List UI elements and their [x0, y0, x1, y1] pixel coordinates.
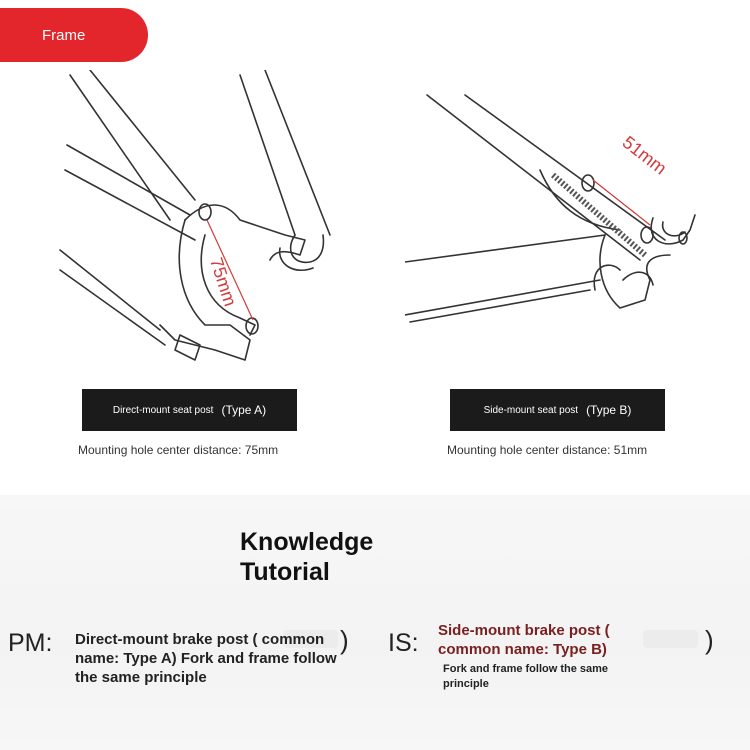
direct-mount-title: Direct-mount seat post	[112, 404, 214, 416]
is-description: Side-mount brake post ( common name: Type B)	[438, 622, 610, 658]
is-close-paren: )	[705, 625, 714, 655]
side-mount-diagram	[405, 90, 705, 340]
is-abbr: IS:	[388, 629, 419, 657]
direct-mount-label-box	[82, 389, 297, 431]
pm-abbr: PM:	[8, 629, 53, 657]
frame-tab-label: Frame	[42, 26, 86, 44]
tutorial-title	[240, 527, 373, 587]
pm-description: Direct-mount brake post ( common name: Type A) Fork and frame follow the same principle	[75, 631, 337, 686]
side-mount-title: Side-mount seat post	[483, 404, 579, 416]
direct-mount-caption: Mounting hole center distance: 75mm	[78, 443, 279, 457]
side-mount-caption: Mounting hole center distance: 51mm	[447, 443, 648, 457]
frame-tab[interactable]	[0, 8, 148, 62]
side-mount-label-box	[450, 389, 665, 431]
direct-mount-type: (Type A)	[221, 403, 267, 417]
direct-mount-diagram	[55, 70, 355, 370]
pm-close-paren: )	[340, 625, 349, 655]
tutorial-title-line1: Knowledge	[240, 528, 374, 556]
side-mount-type: (Type B)	[586, 403, 632, 417]
tutorial-title-line2: Tutorial	[240, 558, 330, 586]
is-subtext: Fork and frame follow the same principle	[443, 663, 609, 690]
measure-label-75: 75mm	[205, 255, 241, 309]
measure-label-51: 51mm	[618, 132, 671, 179]
